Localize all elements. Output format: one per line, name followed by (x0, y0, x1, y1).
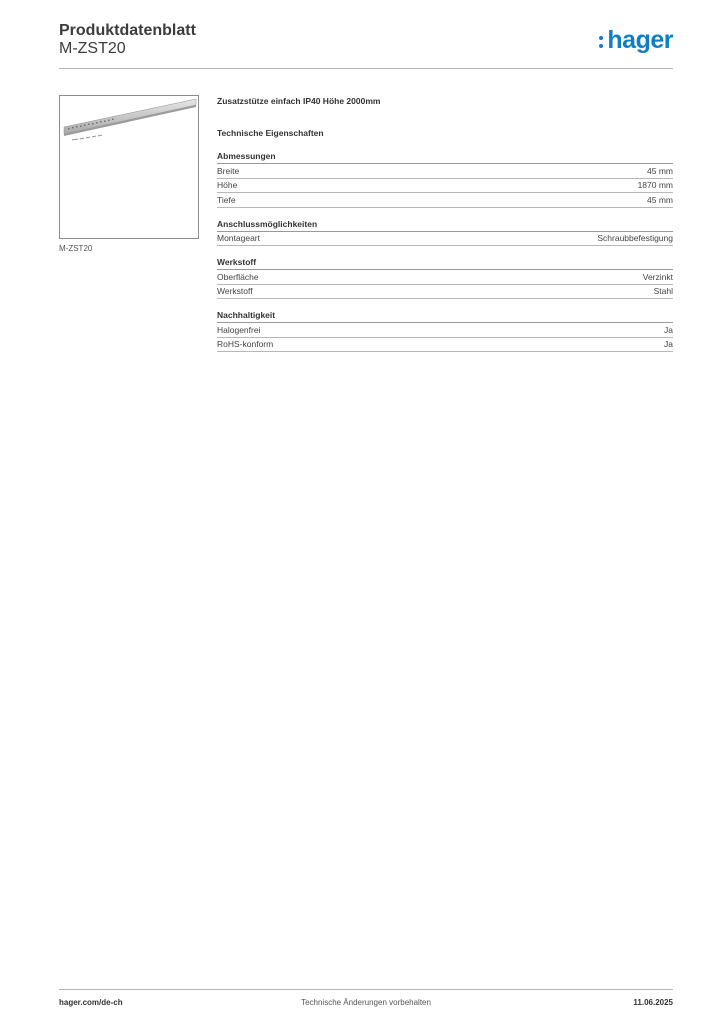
header-divider (59, 68, 673, 69)
table-row (217, 270, 673, 285)
product-details (217, 96, 673, 363)
footer-date: 11.06.2025 (633, 998, 673, 1007)
group-title: Abmessungen (217, 151, 673, 164)
row-value: 45 mm (647, 165, 673, 176)
image-caption: M-ZST20 (59, 244, 93, 253)
logo-text: hager (607, 26, 673, 54)
row-label: Breite (217, 165, 240, 176)
table-row (217, 232, 673, 247)
group-material (217, 257, 673, 299)
row-value: Verzinkt (642, 271, 673, 282)
row-value: 45 mm (647, 194, 673, 205)
hager-logo (607, 26, 673, 56)
logo-colon-icon (599, 36, 604, 50)
table-row (217, 179, 673, 194)
product-description: Zusatzstütze einfach IP40 Höhe 2000mm (217, 96, 381, 106)
table-row (217, 193, 673, 208)
row-label: Oberfläche (217, 271, 259, 282)
technical-properties-title: Technische Eigenschaften (217, 128, 324, 138)
group-connection (217, 219, 673, 247)
row-value: 1870 mm (637, 180, 673, 191)
group-dimensions (217, 151, 673, 208)
footer-divider (59, 989, 673, 990)
row-value: Stahl (653, 286, 673, 297)
footer-notice: Technische Änderungen vorbehalten (301, 998, 431, 1007)
support-rail-icon (60, 96, 198, 238)
row-value: Schraubbefestigung (597, 233, 673, 244)
table-row (217, 338, 673, 353)
row-label: Montageart (217, 233, 260, 244)
group-sustainability (217, 310, 673, 352)
row-value: Ja (664, 324, 673, 335)
row-label: RoHS-konform (217, 339, 274, 350)
table-row (217, 323, 673, 338)
table-row (217, 285, 673, 300)
product-code: M-ZST20 (59, 40, 126, 57)
row-label: Werkstoff (217, 286, 253, 297)
product-image-frame (59, 95, 199, 239)
footer-website-link[interactable]: hager.com/de-ch (59, 998, 123, 1007)
group-title: Anschlussmöglichkeiten (217, 219, 673, 232)
page-header (59, 22, 673, 68)
page-footer (59, 998, 673, 1010)
document-title: Produktdatenblatt (59, 22, 196, 39)
row-label: Höhe (217, 180, 238, 191)
group-title: Nachhaltigkeit (217, 310, 673, 323)
table-row (217, 164, 673, 179)
group-title: Werkstoff (217, 257, 673, 270)
row-label: Tiefe (217, 194, 236, 205)
row-label: Halogenfrei (217, 324, 261, 335)
row-value: Ja (664, 339, 673, 350)
